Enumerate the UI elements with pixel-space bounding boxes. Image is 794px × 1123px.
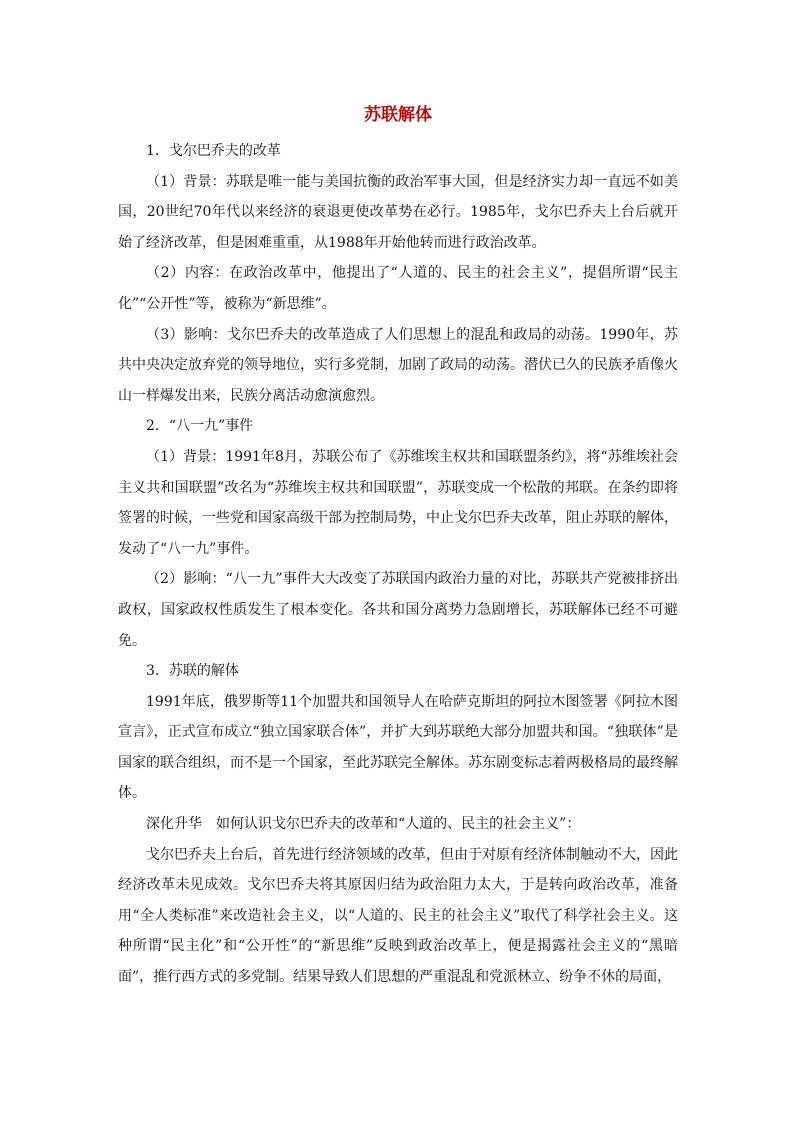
paragraph: 1991年底，俄罗斯等11个加盟共和国领导人在哈萨克斯坦的阿拉木图签署《阿拉木图宣言》，正式宣布成立“独立国家联合体”，并扩大到苏联绝大部分加盟共和国。“独联体”是国家的联合组织，而不是一个国家，至此苏联完全解体。苏东剧变标志着两极格局的最终解体。	[118, 693, 678, 802]
paragraph: 戈尔巴乔夫上台后，首先进行经济领域的改革，但由于对原有经济体制触动不大，因此经济改革未见成效。戈尔巴乔夫将其原因归结为政治阻力太大，于是转向政治改革，准备用“全人类标准”来改造社会主义，以“人道的、民主的社会主义”取代了科学社会主义。这种所谓“民主化”和“公开性”的“新思维”反映到政治改革上，便是揭露社会主义的“黑暗面”，推行西方式的多党制。结果导致人们思想的严重混乱和党派林立、纷争不休的局面，	[118, 846, 678, 986]
section-heading: 1．戈尔巴乔夫的改革	[146, 143, 281, 159]
section-heading: 3．苏联的解体	[146, 663, 239, 680]
section-heading: 2．“八一九”事件	[146, 418, 254, 435]
document-title: 苏联解体	[364, 105, 432, 125]
paragraph: （1）背景：苏联是唯一能与美国抗衡的政治军事大国，但是经济实力却一直远不如美国，20世纪70年代以来经济的衰退更使改革势在必行。1985年，戈尔巴乔夫上台后就开始了经济改革，但是困难重重，从1988年开始他转而进行政治改革。	[118, 173, 678, 251]
paragraph: （3）影响：戈尔巴乔夫的改革造成了人们思想上的混乱和政局的动荡。1990年，苏共中央决定放弃党的领导地位，实行多党制，加剧了政局的动荡。潜伏已久的民族矛盾像火山一样爆发出来，民族分离活动愈演愈烈。	[118, 326, 678, 404]
paragraph: （2）内容：在政治改革中，他提出了“人道的、民主的社会主义”，提倡所谓“民主化”“公开性”等，被称为“新思维”。	[118, 265, 678, 312]
document-page	[118, 100, 678, 993]
section-heading: 深化升华 如何认识戈尔巴乔夫的改革和“人道的、民主的社会主义”：	[146, 816, 581, 833]
paragraph: （1）背景：1991年8月，苏联公布了《苏维埃主权共和国联盟条约》，将“苏维埃社会主义共和国联盟”改名为“苏维埃主权共和国联盟”，苏联变成一个松散的邦联。在条约即将签署的时候，一些党和国家高级干部为控制局势，中止戈尔巴乔夫改革，阻止苏联的解体，发动了“八一九”事件。	[118, 448, 678, 557]
paragraph: （2）影响：“八一九”事件大大改变了苏联国内政治力量的对比，苏联共产党被排挤出政权，国家政权性质发生了根本变化。各共和国分离势力急剧增长，苏联解体已经不可避免。	[118, 571, 678, 649]
